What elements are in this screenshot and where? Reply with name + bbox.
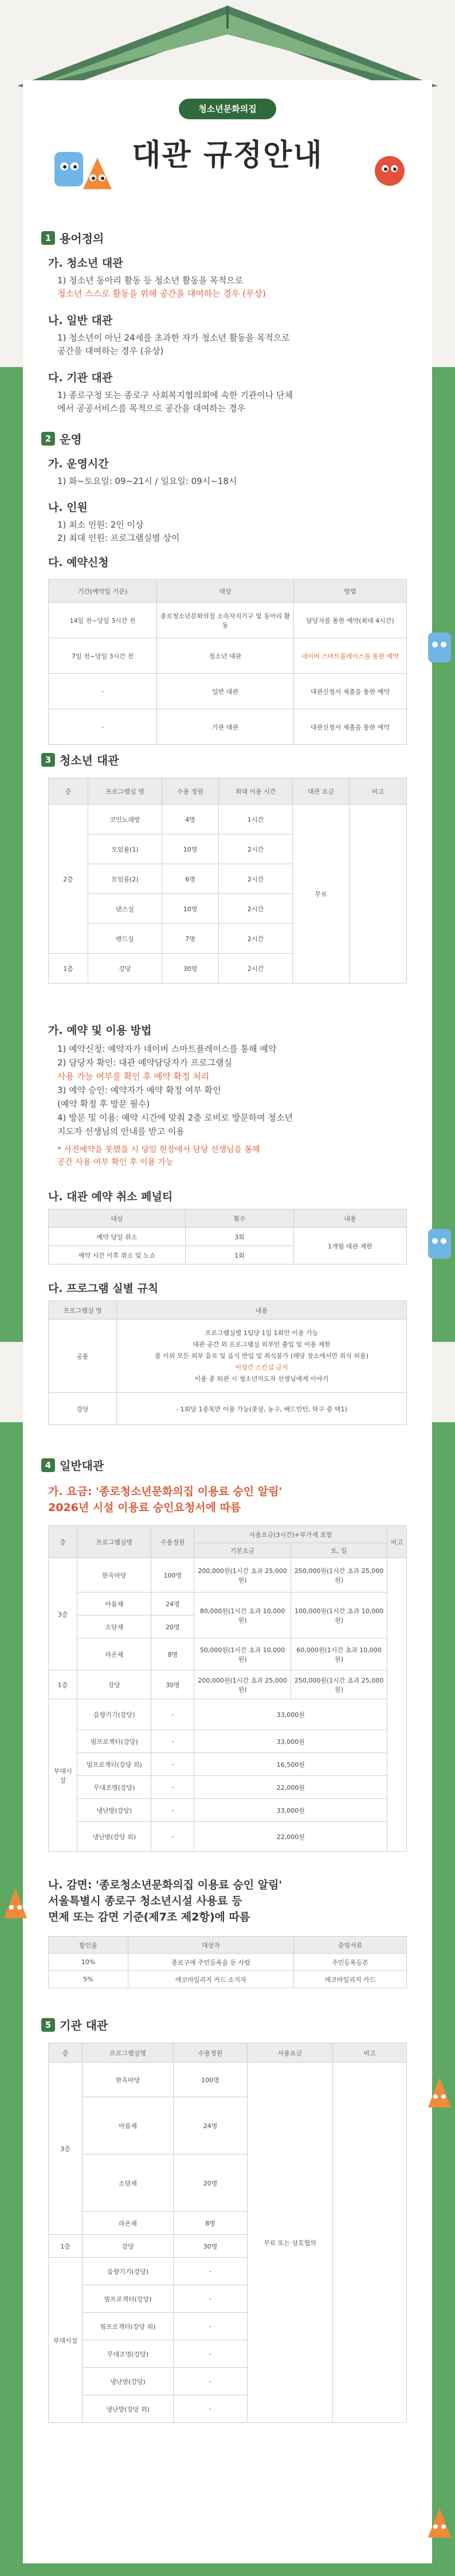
table-cell: 소담채	[83, 2155, 174, 2212]
table-cell: 소담채	[77, 1615, 151, 1638]
table-header: 기간(예약일 기준)	[49, 580, 157, 603]
table-cell: 8명	[174, 2212, 248, 2235]
body-text: (예약 확정 후 방문 필수)	[57, 1099, 150, 1109]
rule-line: 물 이외 모든 외부 음료 및 음식 반입 및 취식불가 (해당 장소에서만 취식 허용)	[155, 1352, 368, 1360]
section-title: 운영	[60, 432, 82, 446]
table-cell: 22,000원	[194, 1822, 387, 1852]
orange-character-icon	[426, 2076, 453, 2110]
table-cell: 강당	[49, 1393, 117, 1425]
table-cell: 22,000원	[194, 1776, 387, 1799]
body-text: 1) 최소 인원: 2인 이상	[57, 520, 144, 530]
table-row	[49, 1638, 407, 1671]
section-number: 3	[41, 753, 55, 767]
table-cell: 10명	[162, 834, 219, 864]
youth-rental-table	[48, 778, 407, 983]
table-cell: 빔프로젝터(강당 외)	[83, 2313, 174, 2340]
table-cell: 강당	[83, 2235, 174, 2258]
subsection-title: 면제 또는 감면 기준(제7조 제2항)에 따름	[48, 1911, 250, 1923]
table-cell: -	[174, 2258, 248, 2285]
body-text: 3) 예약 승인: 예약자가 예약 확정 여부 확인	[57, 1085, 221, 1095]
body-text: 2) 최대 인원: 프로그램실별 상이	[57, 533, 180, 543]
section-header	[41, 751, 119, 768]
table-cell: 2시간	[219, 894, 293, 924]
rule-line: 프로그램실별 1팀당 1일 1회만 이용 가능	[205, 1329, 319, 1337]
section-header	[41, 229, 104, 247]
section-number: 4	[41, 1458, 55, 1472]
body-text: 공간을 대여하는 경우 (유상)	[57, 346, 164, 356]
table-cell: 강당	[77, 1671, 151, 1699]
rule-line: 대관 공간 외 프로그램실 외부인 출입 및 이용 제한	[193, 1340, 331, 1348]
table-header: 대상	[49, 1209, 186, 1228]
subsection-title: 2026년 시설 이용료 승인요청서에 따름	[48, 1501, 241, 1514]
table-cell: 2시간	[219, 834, 293, 864]
table-cell: 냉난방(강당 외)	[83, 2395, 174, 2423]
table-cell: -	[174, 2285, 248, 2313]
floor-cell: 부대시설	[49, 2258, 83, 2423]
table-header: 비고	[350, 778, 407, 805]
table-cell: 250,000원(1시간 초과 25,000원)	[291, 1671, 387, 1699]
table-header: 최대 이용 시간	[219, 778, 293, 805]
table-cell: -	[151, 1799, 194, 1822]
table-cell: 33,000원	[194, 1730, 387, 1753]
table-cell: 33,000원	[194, 1799, 387, 1822]
table-cell: 7명	[162, 924, 219, 954]
table-cell: 4명	[162, 805, 219, 834]
floor-cell: 3층	[49, 2063, 83, 2235]
table-cell: 강당	[88, 954, 162, 983]
table-row	[49, 674, 407, 709]
table-cell: 5%	[49, 1971, 128, 1988]
table-cell: 20명	[151, 1615, 194, 1638]
table-row	[49, 1671, 407, 1699]
table-cell: 80,000원(1시간 초과 10,000원)	[194, 1593, 291, 1638]
subsection-title: 가. 예약 및 이용 방법	[48, 1024, 152, 1037]
table-cell: 16,500원	[194, 1753, 387, 1776]
table-cell: 2시간	[219, 924, 293, 954]
table-row	[49, 709, 407, 745]
subsection-title: 나. 인원	[48, 501, 88, 514]
subsection-title: 서울특별시 종로구 청소년시설 사용료 등	[48, 1895, 242, 1907]
table-cell: 댄스실	[88, 894, 162, 924]
table-cell: 60,000원(1시간 초과 10,000원)	[291, 1638, 387, 1671]
table-cell: 일반 대관	[157, 674, 294, 709]
section-header	[41, 430, 82, 447]
table-cell: -	[151, 1822, 194, 1852]
table-row	[49, 1320, 407, 1393]
table-cell: 냉난방(강당)	[77, 1799, 151, 1822]
fee-cell: 무료	[293, 805, 350, 983]
table-cell: 100,000원(1시간 초과 10,000원)	[291, 1593, 387, 1638]
table-cell: 빔프로젝터(강당)	[83, 2285, 174, 2313]
table-row	[49, 1228, 407, 1246]
table-cell: 한옥마당	[83, 2063, 174, 2097]
floor-cell: 2층	[49, 805, 88, 954]
table-cell: 밴드실	[88, 924, 162, 954]
table-header: 대상자	[128, 1937, 294, 1954]
table-cell: 30명	[151, 1671, 194, 1699]
floor-cell: 3층	[49, 1558, 77, 1671]
orange-character-icon	[426, 2506, 453, 2540]
floor-cell: 1층	[49, 954, 88, 983]
section-number: 1	[41, 231, 55, 245]
table-row	[49, 1971, 407, 1988]
table-row	[49, 1753, 407, 1776]
table-header: 수용정원	[151, 1526, 194, 1558]
rules-content	[117, 1320, 407, 1393]
table-cell: 200,000원(1시간 초과 25,000원)	[194, 1558, 291, 1593]
table-cell: 8명	[151, 1638, 194, 1671]
rule-line: 이성간 스킨십 금지	[235, 1363, 288, 1371]
subsection-title: 가. 운영시간	[48, 458, 109, 470]
table-row	[49, 638, 407, 674]
section-title: 기관 대관	[60, 2019, 108, 2032]
table-cell: 1시간	[219, 805, 293, 834]
table-row	[49, 1393, 407, 1425]
notice-text: 공간 사용 여부 확인 후 이용 가능	[57, 1158, 174, 1167]
table-cell: -	[174, 2395, 248, 2423]
table-cell: 10%	[49, 1954, 128, 1971]
table-cell: 모임룸(1)	[88, 834, 162, 864]
subsection-title: 다. 예약신청	[48, 556, 109, 569]
table-cell: 예약 시간 이후 취소 및 노쇼	[49, 1246, 186, 1264]
table-cell: 빔프로젝터(강당 외)	[77, 1753, 151, 1776]
table-cell: 종로청소년문화의집 소속자치기구 및 동아리 활동	[157, 603, 294, 638]
table-cell: 주민등록등본	[294, 1954, 407, 1971]
table-header: 층	[49, 2043, 83, 2063]
table-row	[49, 805, 407, 834]
table-cell: -	[151, 1753, 194, 1776]
table-row	[49, 1799, 407, 1822]
table-cell: 에코마일리지 카드	[294, 1971, 407, 1988]
body-text: 1) 청소년 동아리 활동 등 청소년 활동을 목적으로	[57, 275, 244, 286]
table-cell: 24명	[174, 2097, 248, 2155]
notice-text: * 사전예약을 못했을 시 당일 현장에서 담당 선생님을 통해	[57, 1145, 260, 1154]
table-cell: 라온채	[77, 1638, 151, 1671]
fee-table	[48, 1525, 407, 1852]
table-cell: 냉난방(강당 외)	[77, 1822, 151, 1852]
table-header: 사용요금(3시간)+부가세 포함	[194, 1526, 387, 1543]
table-cell: 종로구에 주민등록을 둔 사람	[128, 1954, 294, 1971]
table-cell: 청소년 대관	[157, 638, 294, 674]
body-text: 사용 가능 여부를 확인 후 예약 확정 처리	[57, 1071, 210, 1082]
table-row	[49, 1558, 407, 1593]
table-cell: -	[49, 674, 157, 709]
table-cell: 33,000원	[194, 1699, 387, 1730]
subsection-title: 가. 요금: '종로청소년문화의집 이용료 승인 알림'	[48, 1485, 283, 1498]
table-cell: 2시간	[219, 954, 293, 983]
table-header: 대상	[157, 580, 294, 603]
table-cell: -	[174, 2368, 248, 2395]
table-header: 수용정원	[174, 2043, 248, 2063]
table-cell: -	[151, 1730, 194, 1753]
subsection-title: 나. 일반 대관	[48, 314, 113, 327]
table-header: 프로그램실명	[83, 2043, 174, 2063]
reservation-table	[48, 579, 407, 745]
table-cell: 100명	[151, 1558, 194, 1593]
body-text: 2) 담당자 확인: 대관 예약담당자가 프로그램실	[57, 1057, 233, 1068]
section-title: 용어정의	[60, 232, 104, 245]
table-cell: 1개월 대관 제한	[294, 1228, 407, 1264]
section-header	[41, 2016, 108, 2034]
floor-cell: 1층	[49, 1671, 77, 1699]
table-cell: 기관 대관	[157, 709, 294, 745]
table-cell: 무대조명(강당)	[83, 2340, 174, 2368]
body-text: 4) 방문 및 이용: 예약 시간에 맞춰 2층 로비로 방문하여 청소년	[57, 1113, 293, 1123]
section-title: 청소년 대관	[60, 754, 119, 767]
table-cell: 250,000원(1시간 초과 25,000원)	[291, 1558, 387, 1593]
penalty-table	[48, 1209, 407, 1264]
table-cell: 예약 당일 취소	[49, 1228, 186, 1246]
table-cell: -	[49, 709, 157, 745]
table-cell: 모임룸(2)	[88, 864, 162, 894]
table-cell: 공통	[49, 1320, 117, 1393]
body-text: 청소년 스스로 활동을 위해 공간을 대여하는 경우 (무상)	[57, 288, 266, 299]
table-cell: 7일 전~당일 3시간 전	[49, 638, 157, 674]
table-row	[49, 1954, 407, 1971]
table-cell: 대관신청서 제출을 통한 예약	[294, 674, 407, 709]
agency-rental-table	[48, 2043, 407, 2423]
table-header: 기본요금	[194, 1543, 291, 1558]
blue-character-icon	[426, 631, 453, 665]
table-row	[49, 1776, 407, 1799]
table-row	[49, 2063, 407, 2097]
body-text: 1) 종로구청 또는 종로구 사회복지협의회에 속한 기관이나 단체	[57, 390, 293, 400]
table-cell: 30명	[162, 954, 219, 983]
table-cell: -	[151, 1776, 194, 1799]
table-cell: 무대조명(강당)	[77, 1776, 151, 1799]
table-header: 프로그램실 명	[88, 778, 162, 805]
table-cell: 200,000원(1시간 초과 25,000원)	[194, 1671, 291, 1699]
section-title: 일반대관	[60, 1459, 104, 1473]
table-cell: 50,000원(1시간 초과 10,000원)	[194, 1638, 291, 1671]
note-cell	[387, 1558, 407, 1852]
table-header: 대관 요금	[293, 778, 350, 805]
table-header: 층	[49, 1526, 77, 1558]
table-cell: - 1회당 1종목만 이용 가능(풋살, 농구, 배드민턴, 탁구 중 택1)	[117, 1393, 407, 1425]
table-row	[49, 603, 407, 638]
table-cell: 네이버 스마트플레이스를 통한 예약	[294, 638, 407, 674]
table-header: 할인율	[49, 1937, 128, 1954]
section-number: 2	[41, 432, 55, 446]
subsection-title: 나. 대관 예약 취소 페널티	[48, 1191, 173, 1203]
table-row	[49, 1593, 407, 1615]
section-number: 5	[41, 2018, 55, 2032]
table-cell: 빔프로젝터(강당)	[77, 1730, 151, 1753]
table-header: 층	[49, 778, 88, 805]
table-header: 횟수	[186, 1209, 294, 1228]
table-header: 비고	[333, 2043, 407, 2063]
table-cell: 아름채	[77, 1593, 151, 1615]
table-cell: -	[174, 2313, 248, 2340]
table-row	[49, 1730, 407, 1753]
table-cell: 10명	[162, 894, 219, 924]
note-cell	[333, 2063, 407, 2423]
table-cell: 100명	[174, 2063, 248, 2097]
table-cell: 담당자를 통한 예약(최대 4시간)	[294, 603, 407, 638]
table-cell: 3회	[186, 1228, 294, 1246]
subsection-title: 다. 프로그램 실별 규칙	[48, 1282, 159, 1295]
table-header: 사용요금	[248, 2043, 333, 2063]
table-header: 토, 일	[291, 1543, 387, 1558]
body-text: 1) 화~토요일: 09~21시 / 일요일: 09시~18시	[57, 476, 237, 486]
table-cell: 코인노래방	[88, 805, 162, 834]
table-cell: 한옥마당	[77, 1558, 151, 1593]
table-cell: 대관신청서 제출을 통한 예약	[294, 709, 407, 745]
blue-character-icon	[426, 1227, 453, 1262]
table-header: 프로그램실명	[77, 1526, 151, 1558]
table-cell: 20명	[174, 2155, 248, 2212]
table-cell: 음향기기(강당)	[83, 2258, 174, 2285]
table-header: 증빙서류	[294, 1937, 407, 1954]
table-row	[49, 1699, 407, 1730]
table-header: 방법	[294, 580, 407, 603]
body-text: 1) 청소년이 아닌 24세를 초과한 자가 청소년 활동을 목적으로	[57, 333, 290, 343]
org-pill: 청소년문화의집	[179, 99, 276, 119]
table-cell: 30명	[174, 2235, 248, 2258]
table-row	[49, 1822, 407, 1852]
table-header: 내용	[294, 1209, 407, 1228]
table-cell: 6명	[162, 864, 219, 894]
rule-line: 이용 종 퇴관 시 청소년지도자 선생님에게 이야기	[194, 1375, 329, 1383]
table-header: 비고	[387, 1526, 407, 1558]
table-cell: 음향기기(강당)	[77, 1699, 151, 1730]
note-cell	[350, 805, 407, 983]
table-cell: 냉난방(강당)	[83, 2368, 174, 2395]
body-text: 지도자 선생님의 안내를 받고 이용	[57, 1126, 185, 1137]
table-cell: 2시간	[219, 864, 293, 894]
subsection-title: 다. 기관 대관	[48, 372, 113, 384]
section-header	[41, 1457, 104, 1474]
floor-cell: 부대시설	[49, 1699, 77, 1852]
page-title: 대관 규정안내	[132, 138, 323, 173]
table-header: 프로그램실 명	[49, 1301, 117, 1320]
discount-table	[48, 1936, 407, 1988]
table-header: 내용	[117, 1301, 407, 1320]
orange-character-icon	[2, 1887, 29, 1921]
table-cell: 24명	[151, 1593, 194, 1615]
body-text: 1) 예약신청: 예약자가 네이버 스마트플레이스를 통해 예약	[57, 1044, 277, 1054]
table-cell: 라온채	[83, 2212, 174, 2235]
table-cell: -	[151, 1699, 194, 1730]
body-text: 에서 공공서비스를 목적으로 공간을 대여하는 경우	[57, 403, 246, 413]
floor-cell: 1층	[49, 2235, 83, 2258]
rules-table	[48, 1301, 407, 1425]
table-cell: 1회	[186, 1246, 294, 1264]
table-cell: -	[174, 2340, 248, 2368]
subsection-title: 가. 청소년 대관	[48, 257, 123, 270]
table-cell: 에코마일리지 카드 소지자	[128, 1971, 294, 1988]
table-cell: 14일 전~당일 3시간 전	[49, 603, 157, 638]
table-cell: 아름채	[83, 2097, 174, 2155]
subsection-title: 나. 감면: '종로청소년문화의집 이용료 승인 알림'	[48, 1879, 283, 1891]
table-header: 수용 정원	[162, 778, 219, 805]
fee-cell: 무료 또는 상호협의	[248, 2063, 333, 2423]
